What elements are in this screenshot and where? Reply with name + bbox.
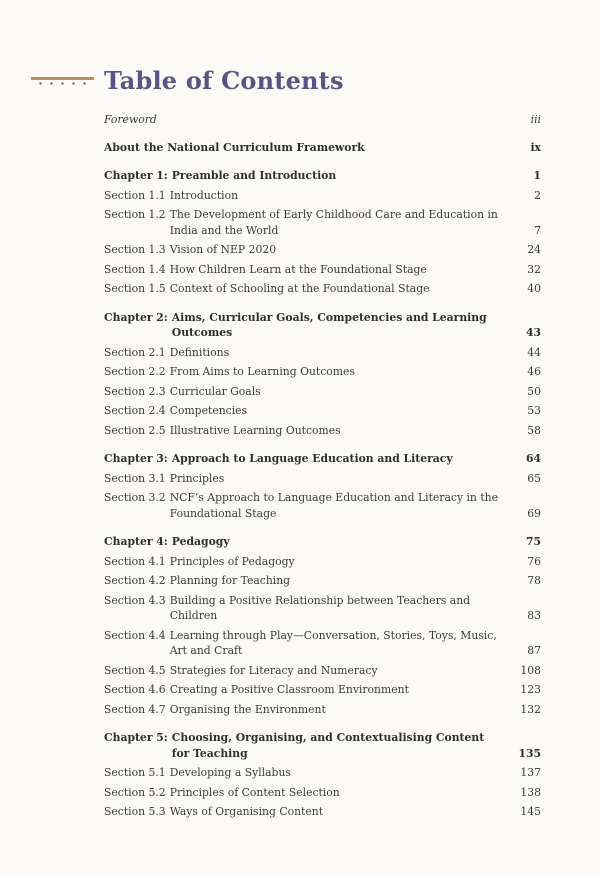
page-number: ix xyxy=(530,140,541,154)
toc-section-row xyxy=(104,765,541,781)
page-number: 138 xyxy=(520,785,541,799)
page-number: 137 xyxy=(520,766,541,779)
toc-section-row xyxy=(104,262,541,278)
page-number: 40 xyxy=(527,282,541,295)
section-title: Organising the Environment xyxy=(169,702,326,716)
section-title: Principles of Pedagogy xyxy=(169,554,295,568)
section-number: Section 4.3 xyxy=(104,593,166,607)
page-number: 2 xyxy=(534,188,541,202)
section-title: Planning for Teaching xyxy=(169,574,291,587)
section-number: Section 4.6 xyxy=(104,683,166,696)
page-number: 58 xyxy=(527,423,541,437)
toc-chapter-row xyxy=(104,168,541,184)
chapter-number: Chapter 1: xyxy=(104,169,168,182)
section-title: Definitions xyxy=(169,345,230,359)
toc-section-row xyxy=(104,188,541,204)
section-number: Section 2.1 xyxy=(104,345,166,359)
page-number: 53 xyxy=(527,404,541,417)
section-title: Ways of Organising Content xyxy=(169,805,324,818)
section-number: Section 2.5 xyxy=(104,423,166,437)
section-number: Section 5.3 xyxy=(104,805,166,818)
section-number: Section 4.1 xyxy=(104,554,166,568)
chapter-title: Aims, Curricular Goals, Competencies and Learning Outcomes xyxy=(171,310,487,339)
toc-section-row xyxy=(104,242,541,258)
section-number: Section 5.2 xyxy=(104,785,166,799)
toc-section-row xyxy=(104,702,541,718)
section-title: Introduction xyxy=(169,188,239,202)
page-number: 46 xyxy=(527,365,541,378)
section-number: Section 4.2 xyxy=(104,574,166,587)
toc-section-row xyxy=(104,345,541,361)
section-number: Section 2.3 xyxy=(104,384,166,398)
toc-section-row xyxy=(104,663,541,679)
toc-section-row xyxy=(104,207,541,238)
section-title: How Children Learn at the Foundational Stage xyxy=(169,262,427,276)
section-number: Section 1.4 xyxy=(104,262,166,276)
page-number: 44 xyxy=(527,345,541,359)
toc-section-row xyxy=(104,804,541,820)
section-number: Section 4.7 xyxy=(104,702,166,716)
chapter-title: Choosing, Organising, and Contextualising Content for Teaching xyxy=(171,731,485,760)
toc-section-row xyxy=(104,593,541,624)
toc-section-row xyxy=(104,471,541,487)
section-title: Competencies xyxy=(169,404,248,417)
toc-chapter-row xyxy=(104,310,541,341)
chapter-number: Chapter 4: xyxy=(104,535,168,548)
toc-section-row xyxy=(104,785,541,801)
toc-section-row xyxy=(104,403,541,419)
section-number: Section 1.5 xyxy=(104,282,166,295)
toc-section-row xyxy=(104,423,541,439)
section-number: Section 2.4 xyxy=(104,404,166,417)
section-title: Principles of Content Selection xyxy=(169,785,340,799)
section-title: Learning through Play—Conversation, Stories, Toys, Music, Art and Craft xyxy=(169,628,497,657)
section-title: From Aims to Learning Outcomes xyxy=(169,365,355,378)
toc-front-row xyxy=(104,140,541,156)
toc-section-row xyxy=(104,682,541,698)
toc-front-row xyxy=(104,112,541,128)
section-title: Principles xyxy=(169,471,225,485)
toc-section-row xyxy=(104,384,541,400)
section-number: Section 3.1 xyxy=(104,471,166,485)
section-title: Building a Positive Relationship between Teachers and Children xyxy=(169,593,471,622)
page-number: 69 xyxy=(527,506,541,520)
toc-section-row xyxy=(104,490,541,521)
page-number: 64 xyxy=(525,452,541,465)
chapter-title: Preamble and Introduction xyxy=(171,169,337,182)
chapter-title: Pedagogy xyxy=(171,535,230,548)
chapter-number: Chapter 3: xyxy=(104,452,168,465)
page-number: 43 xyxy=(525,326,541,339)
page-number: 32 xyxy=(527,262,541,276)
page-number: 50 xyxy=(527,384,541,398)
page-number: 24 xyxy=(527,243,541,256)
section-title: NCF’s Approach to Language Education and Literacy in the Foundational Stage xyxy=(169,491,499,520)
section-title: Developing a Syllabus xyxy=(169,766,291,779)
page-number: 135 xyxy=(518,746,541,760)
toc-entry-label: Foreword xyxy=(104,113,157,126)
page-number: 87 xyxy=(527,644,541,657)
section-number: Section 1.2 xyxy=(104,208,166,221)
page-number: 108 xyxy=(520,663,541,677)
page-number: 1 xyxy=(533,169,541,182)
section-title: Illustrative Learning Outcomes xyxy=(169,423,341,437)
section-number: Section 1.3 xyxy=(104,243,166,256)
toc-chapter-row xyxy=(104,451,541,467)
toc-section-row xyxy=(104,364,541,380)
toc-chapter-row xyxy=(104,534,541,550)
page-number: 145 xyxy=(520,805,541,818)
page-number: 65 xyxy=(527,471,541,485)
toc-section-row xyxy=(104,281,541,297)
title-rule-dots xyxy=(35,82,93,85)
toc-section-row xyxy=(104,628,541,659)
page-number: 75 xyxy=(525,535,541,548)
section-title: The Development of Early Childhood Care and Education in India and the World xyxy=(169,208,498,237)
chapter-title: Approach to Language Education and Literacy xyxy=(171,452,453,465)
section-title: Vision of NEP 2020 xyxy=(169,243,277,256)
toc-section-row xyxy=(104,573,541,589)
page-number: 132 xyxy=(520,702,541,716)
section-title: Curricular Goals xyxy=(169,384,261,398)
section-title: Context of Schooling at the Foundational Stage xyxy=(169,282,430,295)
toc-entry-label: About the National Curriculum Framework xyxy=(104,140,365,154)
title-rule-ornament xyxy=(31,76,94,86)
page-number: 78 xyxy=(527,574,541,587)
toc-chapter-row xyxy=(104,730,541,761)
section-number: Section 4.4 xyxy=(104,628,166,642)
section-number: Section 3.2 xyxy=(104,491,166,504)
page-number: 7 xyxy=(534,223,541,237)
section-number: Section 5.1 xyxy=(104,766,166,779)
page-number: iii xyxy=(530,113,541,126)
chapter-number: Chapter 5: xyxy=(104,731,168,744)
section-number: Section 1.1 xyxy=(104,188,166,202)
section-title: Strategies for Literacy and Numeracy xyxy=(169,663,378,677)
page-number: 83 xyxy=(527,609,541,622)
page-number: 76 xyxy=(527,554,541,568)
title-rule-bar xyxy=(31,77,94,80)
chapter-number: Chapter 2: xyxy=(104,310,168,324)
section-number: Section 2.2 xyxy=(104,365,166,378)
title-block xyxy=(31,66,344,95)
table-of-contents xyxy=(104,108,541,820)
section-number: Section 4.5 xyxy=(104,663,166,677)
page-number: 123 xyxy=(520,683,541,696)
section-title: Creating a Positive Classroom Environment xyxy=(169,683,409,696)
page-title: Table of Contents xyxy=(104,66,344,95)
toc-section-row xyxy=(104,554,541,570)
